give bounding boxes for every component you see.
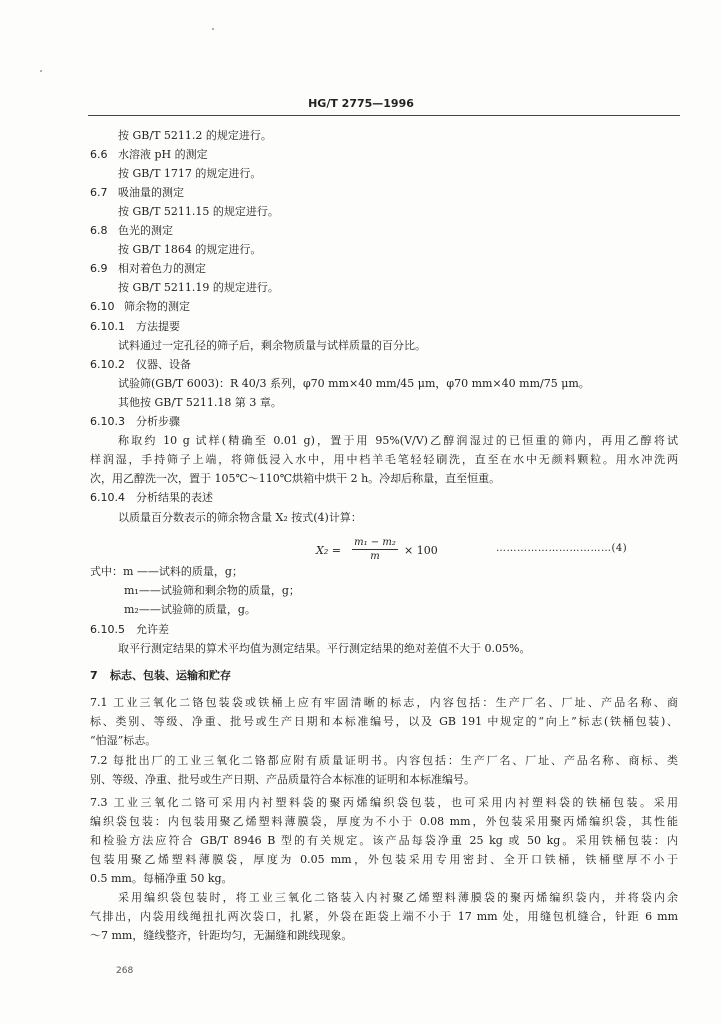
text-line: 按 GB/T 1717 的规定进行。 (118, 167, 262, 180)
section-number: 6.10 (90, 300, 115, 313)
section-title: 仪器、设备 (136, 358, 191, 371)
text-line: “怕湿”标志。 (90, 734, 157, 747)
section-title: 吸油量的测定 (118, 186, 184, 199)
section-heading-6-10 (90, 300, 190, 314)
text-line: 采用编织袋包装时，将工业三氧化二铬装入内衬聚乙烯塑料薄膜袋的聚丙烯编织袋内，并将袋内余 (118, 891, 678, 904)
section-number: 6.6 (90, 148, 108, 161)
section-title: 分析结果的表述 (136, 491, 213, 504)
section-number: 6.10.4 (90, 491, 125, 504)
legend-line: 式中：m ——试料的质量，g； (90, 565, 243, 578)
text-line: 按 GB/T 5211.2 的规定进行。 (118, 129, 272, 142)
section-number: 6.10.3 (90, 415, 125, 428)
section-heading-6-10-2 (90, 358, 191, 372)
text-line: 编织袋包装：内包装用聚乙烯塑料薄膜袋，厚度为不小于 0.08 mm，外包装采用聚丙烯编织袋，其性能 (90, 815, 678, 828)
fraction-denominator: m (370, 551, 380, 562)
text-line: 包装用聚乙烯塑料薄膜袋，厚度为 0.05 mm，外包装采用专用密封、全开口铁桶，铁桶壁厚不小于 (90, 853, 678, 866)
section-number: 7 (90, 669, 98, 682)
text-line: 试验筛(GB/T 6003)：R 40/3 系列，φ70 mm×40 mm/45 μm，φ70 mm×40 mm/75 μm。 (118, 377, 590, 390)
text-line: 以质量百分数表示的筛余物含量 X₂ 按式(4)计算： (118, 511, 362, 524)
section-heading-7 (90, 669, 231, 683)
equation-number: ……………………………(4) (496, 543, 628, 554)
text-line: 其他按 GB/T 5211.18 第 3 章。 (118, 396, 282, 409)
section-heading-6-7 (90, 186, 184, 200)
section-number: 6.7 (90, 186, 108, 199)
text-line: 0.5 mm。每桶净重 50 kg。 (90, 872, 233, 885)
header-rule (88, 115, 680, 116)
section-title: 标志、包装、运输和贮存 (110, 669, 231, 682)
section-heading-6-8 (90, 224, 173, 238)
section-heading-6-10-1 (90, 320, 180, 334)
equation-fraction (352, 536, 398, 563)
section-number: 6.8 (90, 224, 108, 237)
equation-multiplier: × 100 (404, 544, 438, 557)
text-line: 按 GB/T 5211.19 的规定进行。 (118, 281, 279, 294)
section-title: 相对着色力的测定 (118, 262, 206, 275)
text-line: 按 GB/T 5211.15 的规定进行。 (118, 205, 279, 218)
section-title: 方法提要 (136, 320, 180, 333)
section-heading-6-10-3 (90, 415, 180, 429)
section-number: 6.10.2 (90, 358, 125, 371)
scan-speck (212, 28, 214, 30)
section-heading-6-10-4 (90, 491, 213, 505)
equation-lhs: X₂ = (316, 544, 341, 557)
text-line: 按 GB/T 1864 的规定进行。 (118, 243, 262, 256)
text-line: ～7 mm，缝线整齐，针距均匀，无漏缝和跳线现象。 (90, 929, 353, 942)
legend-line: m₂——试验筛的质量，g。 (124, 603, 256, 616)
section-heading-6-6 (90, 148, 208, 162)
section-title: 水溶液 pH 的测定 (118, 148, 208, 161)
text-line: 7.3 工业三氧化二铬可采用内衬塑料袋的聚丙烯编织袋包装，也可采用内衬塑料袋的铁桶包装。采用 (90, 796, 678, 809)
section-title: 允许差 (136, 623, 169, 636)
text-line: 样润湿，手持筛子上端，将筛低浸入水中，用中档羊毛笔轻轻刷洗，直至在水中无颜料颗粒。用水冲洗两 (90, 453, 678, 466)
text-line: 7.1 工业三氧化二铬包装袋或铁桶上应有牢固清晰的标志，内容包括：生产厂名、厂址、产品名称、商 (90, 696, 678, 709)
legend-line: m₁——试验筛和剩余物的质量，g； (124, 584, 300, 597)
text-line: 气排出，内袋用线绳扭扎两次袋口，扎紧，外袋在距袋上端不小于 17 mm 处，用缝包机缝合，针距 6 mm (90, 910, 678, 923)
text-line: 7.2 每批出厂的工业三氧化二铬都应附有质量证明书。内容包括：生产厂名、厂址、产品名称、商标、类 (90, 754, 678, 767)
section-title: 分析步骤 (136, 415, 180, 428)
text-line: 别、等级、净重、批号或生产日期、产品质量符合本标准的证明和本标准编号。 (90, 773, 475, 786)
text-line: 次，用乙醇洗一次，置于 105℃～110℃烘箱中烘干 2 h。冷却后称量，直至恒重。 (90, 472, 501, 485)
section-number: 6.10.5 (90, 623, 125, 636)
text-line: 标、类别、等级、净重、批号或生产日期和本标准编号，以及 GB 191 中规定的“向上”标志(铁桶包装)、 (90, 715, 678, 728)
page-header-title: HG/T 2775—1996 (308, 97, 414, 110)
text-line: 取平行测定结果的算术平均值为测定结果。平行测定结果的绝对差值不大于 0.05%。 (118, 642, 531, 655)
page-number: 268 (116, 966, 134, 976)
section-heading-6-10-5 (90, 623, 169, 637)
scan-speck (40, 70, 42, 72)
text-line: 称取约 10 g 试样(精确至 0.01 g)，置于用 95%(V/V)乙醇润湿过的已恒重的筛内，再用乙醇将试 (118, 434, 678, 447)
fraction-numerator: m₁ − m₂ (352, 536, 398, 550)
text-line: 试料通过一定孔径的筛子后，剩余物质量与试样质量的百分比。 (118, 339, 426, 352)
section-title: 筛余物的测定 (124, 300, 190, 313)
section-number: 6.9 (90, 262, 108, 275)
section-title: 色光的测定 (118, 224, 173, 237)
text-line: 和检验方法应符合 GB/T 8946 B 型的有关规定。该产品每袋净重 25 kg 或 50 kg。采用铁桶包装：内 (90, 834, 678, 847)
section-number: 6.10.1 (90, 320, 125, 333)
section-heading-6-9 (90, 262, 206, 276)
